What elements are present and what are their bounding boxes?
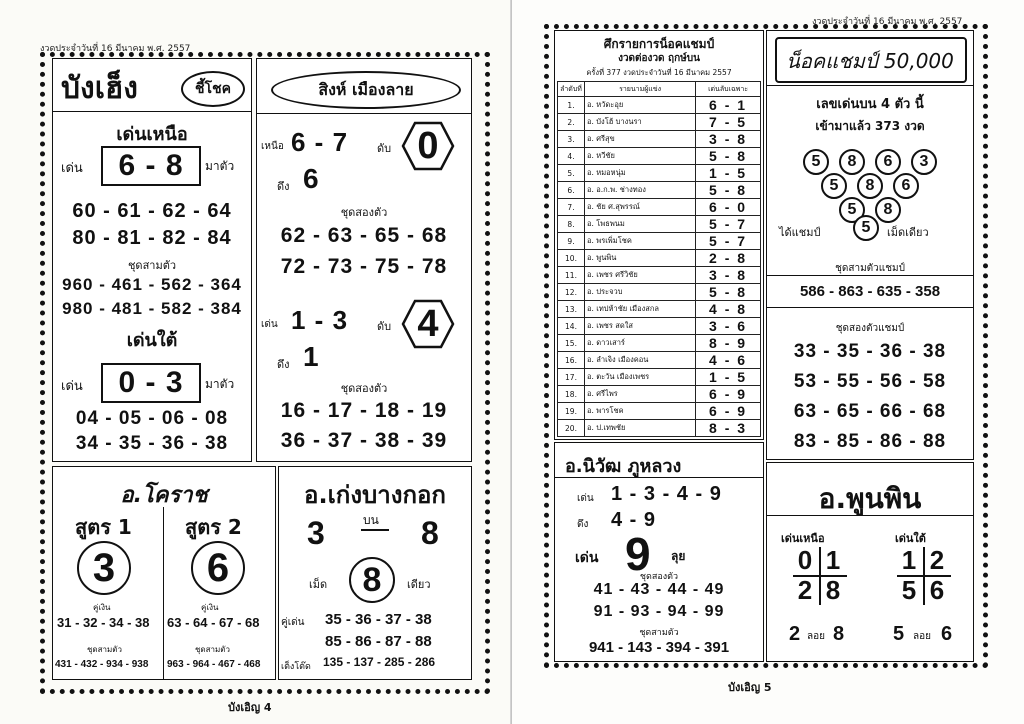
rank-name: อ. ศรีไพร <box>585 386 696 403</box>
rank-name: อ. หวีชัย <box>585 148 696 165</box>
niwat-three-title: ชุดสามตัว <box>639 628 679 638</box>
knockchamp-three: 586 - 863 - 635 - 358 <box>799 283 941 300</box>
rank-name: อ. โพธพนม <box>585 216 696 233</box>
ranking-panel <box>554 30 764 440</box>
grid-line-v <box>819 547 821 605</box>
knockchamp-champ-suffix: เม็ดเดียว <box>887 226 929 239</box>
singh-two-title-2: ชุดสองตัว <box>340 382 388 395</box>
bangheng-south-suffix: มาตัว <box>205 377 235 391</box>
ranking-col-name: รายนามผู้แข่ง <box>585 82 696 97</box>
poonpin-north-digit: 0 <box>797 544 813 575</box>
poonpin-south-digit: 2 <box>929 544 945 575</box>
table-row <box>558 403 761 420</box>
left-date-header: งวดประจำวันที่ 16 มีนาคม พ.ศ. 2557 <box>40 44 191 54</box>
right-footer: บังเอิญ 5 <box>728 681 772 694</box>
rank-name: อ. บังโฮ้ บางนรา <box>585 114 696 131</box>
table-row <box>558 165 761 182</box>
kengbangkok-pairs-label: คู่เด่น <box>281 617 305 628</box>
poonpin-float-d: 6 <box>941 623 954 645</box>
rank-index: 5. <box>558 165 585 182</box>
korat-pairs-2: 63 - 64 - 67 - 68 <box>167 615 260 630</box>
korat-pair-label-1: คู่เงิน <box>93 603 111 612</box>
korat-three-1: 431 - 432 - 934 - 938 <box>55 659 149 670</box>
rank-name: อ. ป.เทพชัย <box>585 420 696 437</box>
niwat-panel <box>554 442 764 662</box>
rank-name: อ. พูนพิน <box>585 250 696 267</box>
table-row <box>558 114 761 131</box>
table-row <box>558 148 761 165</box>
rank-name: อ. หวัดะอุย <box>585 97 696 114</box>
rank-name: อ. เพชร ศรีวิชัย <box>585 267 696 284</box>
singh-divider <box>257 113 471 114</box>
poonpin-north-digit: 2 <box>797 574 813 605</box>
rank-index: 8. <box>558 216 585 233</box>
singh-two-2-b: 36 - 37 - 38 - 39 <box>280 429 448 452</box>
singh-north-to: 6 <box>303 163 320 194</box>
rank-index: 11. <box>558 267 585 284</box>
niwat-lead-nums: 1 - 3 - 4 - 9 <box>611 483 722 505</box>
rank-name: อ. พรเพิ่มโชค <box>585 233 696 250</box>
rank-pair: 8 - 3 <box>696 420 761 437</box>
kengbangkok-seed-label: เม็ด <box>309 578 328 591</box>
ranking-title: ศึกรายการน็อคแชมป์ <box>603 37 715 51</box>
bangheng-north-lead: เด่น <box>61 161 83 176</box>
singh-north-cut-hex <box>401 121 455 171</box>
champ-ball: 5 <box>839 197 865 223</box>
poonpin-north-label: เด่นเหนือ <box>781 532 825 545</box>
bangheng-three-1: 960 - 461 - 562 - 364 <box>62 275 242 294</box>
bangheng-brand: บังเฮ็ง <box>61 71 138 106</box>
kengbangkok-pairs-1: 35 - 36 - 37 - 38 <box>325 611 432 628</box>
singh-two-1-a: 62 - 63 - 65 - 68 <box>280 224 448 247</box>
ranking-issue: ครั้งที่ 377 งวดประจำวันที่ 16 มีนาคม 2557 <box>586 68 732 77</box>
korat-formula1-label: สูตร 1 <box>75 515 132 539</box>
singh-south-cut: 4 <box>417 302 439 345</box>
knockchamp-champ-label: ได้แชมป์ <box>779 226 821 239</box>
ranking-table <box>557 81 761 437</box>
singh-north-pair: 6 - 7 <box>291 127 349 157</box>
table-row <box>558 250 761 267</box>
poonpin-float-c-label: ลอย <box>913 631 931 642</box>
kengbangkok-strong-label: เต็งโต๊ด <box>281 662 311 672</box>
rank-pair: 6 - 9 <box>696 403 761 420</box>
korat-three-label-1: ชุดสามตัว <box>87 645 122 654</box>
singh-north-label: เหนือ <box>261 141 284 152</box>
knockchamp-lead-1: เลขเด่นบน 4 ตัว นี้ <box>816 97 924 112</box>
singh-two-1-b: 72 - 73 - 75 - 78 <box>280 255 448 278</box>
table-row <box>558 369 761 386</box>
table-row <box>558 233 761 250</box>
table-row <box>558 386 761 403</box>
rank-index: 15. <box>558 335 585 352</box>
table-row <box>558 335 761 352</box>
table-row <box>558 318 761 335</box>
rank-pair: 6 - 0 <box>696 199 761 216</box>
rank-pair: 4 - 6 <box>696 352 761 369</box>
niwat-lead-label: เด่น <box>577 493 594 504</box>
ranking-col-idx: ลำดับที่ <box>558 82 585 97</box>
singh-south-cut-label: ดับ <box>377 320 392 333</box>
bangheng-three-title: ชุดสามตัว <box>127 259 177 272</box>
knockchamp-panel <box>766 30 974 460</box>
korat-formula1-circle: 3 <box>77 541 131 595</box>
rank-name: อ. อ.ก.พ. ช่างทอง <box>585 182 696 199</box>
knockchamp-three-title: ชุดสามตัวแชมป์ <box>835 263 905 274</box>
champ-ball: 5 <box>821 173 847 199</box>
rank-pair: 1 - 5 <box>696 369 761 386</box>
knockchamp-divider-1 <box>767 85 973 86</box>
bangheng-south-two-1: 04 - 05 - 06 - 08 <box>75 408 229 429</box>
champ-ball: 8 <box>839 149 865 175</box>
rank-pair: 5 - 8 <box>696 284 761 301</box>
poonpin-south-digit: 6 <box>929 574 945 605</box>
rank-pair: 6 - 9 <box>696 386 761 403</box>
rank-index: 16. <box>558 352 585 369</box>
singh-two-2-a: 16 - 17 - 18 - 19 <box>280 399 448 422</box>
korat-three-label-2: ชุดสามตัว <box>195 645 230 654</box>
poonpin-title: อ.พูนพิน <box>818 482 922 515</box>
rank-name: อ. ตะวัน เมืองเพชร <box>585 369 696 386</box>
niwat-to-label: ดึง <box>577 519 589 530</box>
rank-pair: 5 - 7 <box>696 216 761 233</box>
poonpin-south-grid <box>897 544 951 605</box>
rank-index: 13. <box>558 301 585 318</box>
kengbangkok-top-a: 3 <box>307 515 326 551</box>
bangheng-south-pair: 0 - 3 <box>101 363 201 403</box>
poonpin-south-label: เด่นใต้ <box>895 532 926 545</box>
knockchamp-two-3: 63 - 65 - 66 - 68 <box>793 401 947 422</box>
knockchamp-lead-2: เข้ามาแล้ว 373 งวด <box>815 119 925 133</box>
bangheng-panel <box>52 58 252 462</box>
champ-ball: 8 <box>875 197 901 223</box>
niwat-title: อ.นิวัฒ ภูหลวง <box>565 456 682 477</box>
knockchamp-divider-2 <box>767 275 973 276</box>
rank-name: อ. ดาวเสาร์ <box>585 335 696 352</box>
kengbangkok-panel <box>278 466 472 680</box>
rank-pair: 5 - 8 <box>696 182 761 199</box>
ranking-subtitle: งวดต่องวด ฤกษ์บน <box>618 53 700 64</box>
bangheng-north-two-1: 60 - 61 - 62 - 64 <box>72 200 232 222</box>
bangheng-divider <box>53 111 251 112</box>
singh-south-to: 1 <box>303 341 320 372</box>
singh-panel <box>256 58 472 462</box>
rank-index: 19. <box>558 403 585 420</box>
bangheng-north-suffix: มาตัว <box>205 159 235 173</box>
poonpin-divider <box>767 515 973 516</box>
champ-ball: 6 <box>893 173 919 199</box>
kengbangkok-dash <box>361 529 389 531</box>
rank-pair: 5 - 7 <box>696 233 761 250</box>
bangheng-south-title: เด่นใต้ <box>126 330 178 351</box>
rank-index: 2. <box>558 114 585 131</box>
singh-south-cut-hex <box>401 299 455 349</box>
rank-pair: 4 - 8 <box>696 301 761 318</box>
right-date-header: งวดประจำวันที่ 16 มีนาคม พ.ศ. 2557 <box>812 17 963 27</box>
table-row <box>558 216 761 233</box>
kengbangkok-strong: 135 - 137 - 285 - 286 <box>323 655 436 669</box>
bangheng-three-2: 980 - 481 - 582 - 384 <box>62 299 242 318</box>
rank-pair: 1 - 5 <box>696 165 761 182</box>
rank-name: อ. ประจวบ <box>585 284 696 301</box>
knockchamp-two-1: 33 - 35 - 36 - 38 <box>793 341 947 362</box>
poonpin-float-a: 2 <box>789 623 802 645</box>
knockchamp-two-title: ชุดสองตัวแชมป์ <box>835 323 905 334</box>
grid-line-v <box>923 547 925 605</box>
rank-name: อ. พารโชค <box>585 403 696 420</box>
singh-north-cut-label: ดับ <box>377 142 392 155</box>
table-row <box>558 420 761 437</box>
kengbangkok-top-mid: บน <box>363 513 379 527</box>
knockchamp-divider-3 <box>767 307 973 308</box>
rank-index: 10. <box>558 250 585 267</box>
rank-pair: 7 - 5 <box>696 114 761 131</box>
rank-index: 4. <box>558 148 585 165</box>
bangheng-north-pair: 6 - 8 <box>101 146 201 186</box>
kengbangkok-seed-circle: 8 <box>349 557 395 603</box>
singh-south-to-label: ดึง <box>277 358 290 371</box>
niwat-two-title: ชุดสองตัว <box>639 572 679 582</box>
kengbangkok-title: อ.เก่งบางกอก <box>304 481 446 509</box>
kengbangkok-single-label: เดียว <box>407 578 431 591</box>
bangheng-north-two-2: 80 - 81 - 82 - 84 <box>72 227 232 249</box>
rank-name: อ. เพชร สดใส <box>585 318 696 335</box>
ranking-col-pair: เด่นลับเฉพาะ <box>696 82 761 97</box>
knockchamp-two-4: 83 - 85 - 86 - 88 <box>793 431 947 452</box>
table-row <box>558 199 761 216</box>
rank-index: 18. <box>558 386 585 403</box>
niwat-two-1: 41 - 43 - 44 - 49 <box>593 581 725 598</box>
champ-ball: 3 <box>911 149 937 175</box>
champ-ball: 8 <box>857 173 883 199</box>
singh-north-cut: 0 <box>417 124 439 167</box>
rank-pair: 8 - 9 <box>696 335 761 352</box>
bangheng-sub-badge: ชี้โชค <box>181 71 245 107</box>
rank-pair: 3 - 8 <box>696 267 761 284</box>
singh-south-pair: 1 - 3 <box>291 305 349 335</box>
korat-mid-divider <box>163 507 164 679</box>
rank-name: อ. ลำเจิง เมืองคอน <box>585 352 696 369</box>
singh-two-title-1: ชุดสองตัว <box>340 206 388 219</box>
rank-pair: 3 - 6 <box>696 318 761 335</box>
bangheng-south-two-2: 34 - 35 - 36 - 38 <box>75 433 229 454</box>
champ-ball: 6 <box>875 149 901 175</box>
right-page <box>512 0 1024 724</box>
rank-pair: 2 - 8 <box>696 250 761 267</box>
poonpin-panel <box>766 462 974 662</box>
rank-name: อ. ศรีสุข <box>585 131 696 148</box>
niwat-big-num: 9 <box>625 528 652 580</box>
poonpin-south-digit: 1 <box>901 544 917 575</box>
ranking-header-row <box>558 82 761 97</box>
poonpin-north-digit: 8 <box>825 574 841 605</box>
rank-index: 3. <box>558 131 585 148</box>
table-row <box>558 97 761 114</box>
singh-title: สิงห์ เมืองลาย <box>271 71 461 109</box>
rank-name: อ. ชัย ศ.สุพรรณ์ <box>585 199 696 216</box>
korat-formula2-label: สูตร 2 <box>185 515 242 539</box>
kengbangkok-top-b: 8 <box>421 515 440 551</box>
rank-name: อ. เทปห้าชัย เมืองสกล <box>585 301 696 318</box>
rank-pair: 3 - 8 <box>696 131 761 148</box>
rank-pair: 6 - 1 <box>696 97 761 114</box>
poonpin-float-c: 5 <box>893 623 906 645</box>
rank-index: 9. <box>558 233 585 250</box>
korat-formula2-circle: 6 <box>191 541 245 595</box>
rank-name: อ. หมอหนุ่ม <box>585 165 696 182</box>
rank-index: 6. <box>558 182 585 199</box>
singh-north-to-label: ดึง <box>277 180 290 193</box>
rank-index: 20. <box>558 420 585 437</box>
knockchamp-title: น็อคแชมป์ 50,000 <box>786 49 954 73</box>
poonpin-float-a-label: ลอย <box>807 631 825 642</box>
poonpin-north-grid <box>793 544 847 605</box>
rank-index: 1. <box>558 97 585 114</box>
poonpin-south-digit: 5 <box>901 574 917 605</box>
rank-pair: 5 - 8 <box>696 148 761 165</box>
rank-index: 17. <box>558 369 585 386</box>
korat-three-2: 963 - 964 - 467 - 468 <box>167 659 261 670</box>
niwat-three: 941 - 143 - 394 - 391 <box>588 639 730 656</box>
korat-pairs-1: 31 - 32 - 34 - 38 <box>57 615 150 630</box>
table-row <box>558 284 761 301</box>
niwat-to-nums: 4 - 9 <box>611 509 657 531</box>
rank-index: 7. <box>558 199 585 216</box>
table-row <box>558 182 761 199</box>
champ-ball: 5 <box>803 149 829 175</box>
rank-index: 14. <box>558 318 585 335</box>
poonpin-north-digit: 1 <box>825 544 841 575</box>
poonpin-float-b: 8 <box>833 623 846 645</box>
bangheng-north-title: เด่นเหนือ <box>116 124 188 145</box>
ranking-body <box>558 97 761 437</box>
table-row <box>558 301 761 318</box>
kengbangkok-pairs-2: 85 - 86 - 87 - 88 <box>325 633 432 650</box>
korat-title: อ.โคราช <box>120 483 208 508</box>
niwat-two-2: 91 - 93 - 94 - 99 <box>593 603 725 620</box>
niwat-big-suffix: ลุย <box>671 549 686 563</box>
korat-panel <box>52 466 276 680</box>
singh-south-label: เด่น <box>261 319 278 330</box>
bangheng-south-lead: เด่น <box>61 379 83 394</box>
left-footer: บังเอิญ 4 <box>228 701 272 714</box>
niwat-big-label: เด่น <box>575 550 599 566</box>
table-row <box>558 131 761 148</box>
table-row <box>558 352 761 369</box>
korat-pair-label-2: คู่เงิน <box>201 603 219 612</box>
knockchamp-two-2: 53 - 55 - 56 - 58 <box>793 371 947 392</box>
rank-index: 12. <box>558 284 585 301</box>
niwat-divider <box>555 477 763 478</box>
table-row <box>558 267 761 284</box>
knockchamp-champ-ball: 5 <box>853 215 879 241</box>
